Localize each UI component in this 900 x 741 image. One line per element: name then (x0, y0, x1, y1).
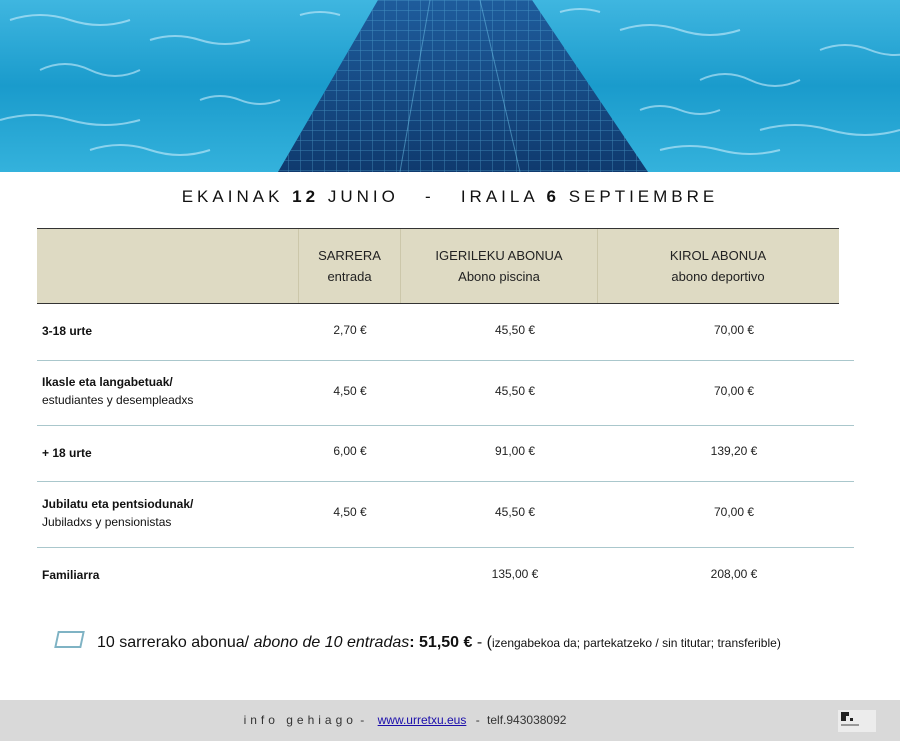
header-igerileku-eu: IGERILEKU ABONUA (435, 248, 563, 263)
season-separator: - (424, 187, 435, 206)
row-label-eu: Jubilatu eta pentsiodunak/ (42, 497, 194, 511)
row-label-es: estudiantes y desempleadxs (42, 393, 194, 407)
row-igerileku-price: 135,00 € (491, 567, 539, 581)
header-sarrera-eu: SARRERA (318, 248, 381, 263)
header-kirol-es: abono deportivo (671, 269, 765, 284)
note-paren: ( (486, 634, 492, 651)
row-igerileku-price: 45,50 € (494, 505, 536, 519)
row-sarrera-price: 2,70 € (333, 323, 367, 337)
row-kirol-price: 139,20 € (710, 444, 758, 458)
row-igerileku-price: 45,50 € (494, 323, 536, 337)
season-dates (0, 187, 900, 207)
row-label-eu: Ikasle eta langabetuak/ (42, 375, 173, 389)
table-row (37, 361, 854, 426)
row-igerileku-price: 91,00 € (494, 444, 536, 458)
footer-dash: - (360, 713, 369, 727)
header-sarrera (299, 229, 400, 303)
checkbox-icon (54, 631, 85, 648)
note-eu: 10 sarrerako abonua/ (97, 634, 250, 651)
note-es: abono de 10 entradas (253, 634, 410, 651)
row-kirol-price: 70,00 € (713, 505, 755, 519)
website-link[interactable]: www.urretxu.eus (377, 713, 467, 727)
row-kirol-price: 70,00 € (713, 323, 755, 337)
season-end-eu: IRAILA (460, 187, 538, 206)
row-sarrera-price: 4,50 € (333, 384, 367, 398)
ten-pass-note (56, 634, 781, 652)
header-kirol (598, 229, 838, 303)
header-igerileku-es: Abono piscina (458, 269, 540, 284)
row-label: 3-18 urte (42, 324, 93, 338)
price-table-header (37, 228, 839, 304)
header-igerileku (401, 229, 597, 303)
season-start-es: JUNIO (327, 187, 399, 206)
row-kirol-price: 70,00 € (713, 384, 755, 398)
season-start-eu: EKAINAK (181, 187, 284, 206)
table-row (37, 304, 854, 361)
header-sarrera-es: entrada (327, 269, 372, 284)
footer-info-label: info gehiago (243, 713, 357, 727)
note-colon: : (409, 634, 415, 651)
town-logo-icon (838, 710, 876, 732)
footer-info (0, 713, 810, 727)
table-row (37, 426, 854, 482)
note-price: 51,50 € (419, 634, 473, 651)
season-end-day: 6 (546, 187, 560, 206)
footer-dash: - (475, 713, 484, 727)
footer-bar (0, 700, 900, 741)
table-row (37, 482, 854, 548)
season-end-es: SEPTIEMBRE (568, 187, 719, 206)
row-label: + 18 urte (42, 446, 92, 460)
note-detail: izengabekoa da; partekatzeko / sin titutar; transferible) (491, 636, 781, 650)
row-label: Familiarra (42, 568, 100, 582)
row-label-es: Jubiladxs y pensionistas (42, 515, 172, 529)
footer-phone: telf.943038092 (487, 713, 567, 727)
pool-banner-image (0, 0, 900, 172)
table-row (37, 548, 854, 598)
note-dash: - (476, 634, 483, 651)
header-kirol-eu: KIROL ABONUA (669, 248, 767, 263)
row-label (42, 373, 193, 409)
season-start-day: 12 (292, 187, 320, 206)
row-sarrera-price: 4,50 € (333, 505, 367, 519)
row-igerileku-price: 45,50 € (494, 384, 536, 398)
row-label (42, 495, 193, 531)
row-kirol-price: 208,00 € (710, 567, 758, 581)
row-sarrera-price: 6,00 € (333, 444, 367, 458)
